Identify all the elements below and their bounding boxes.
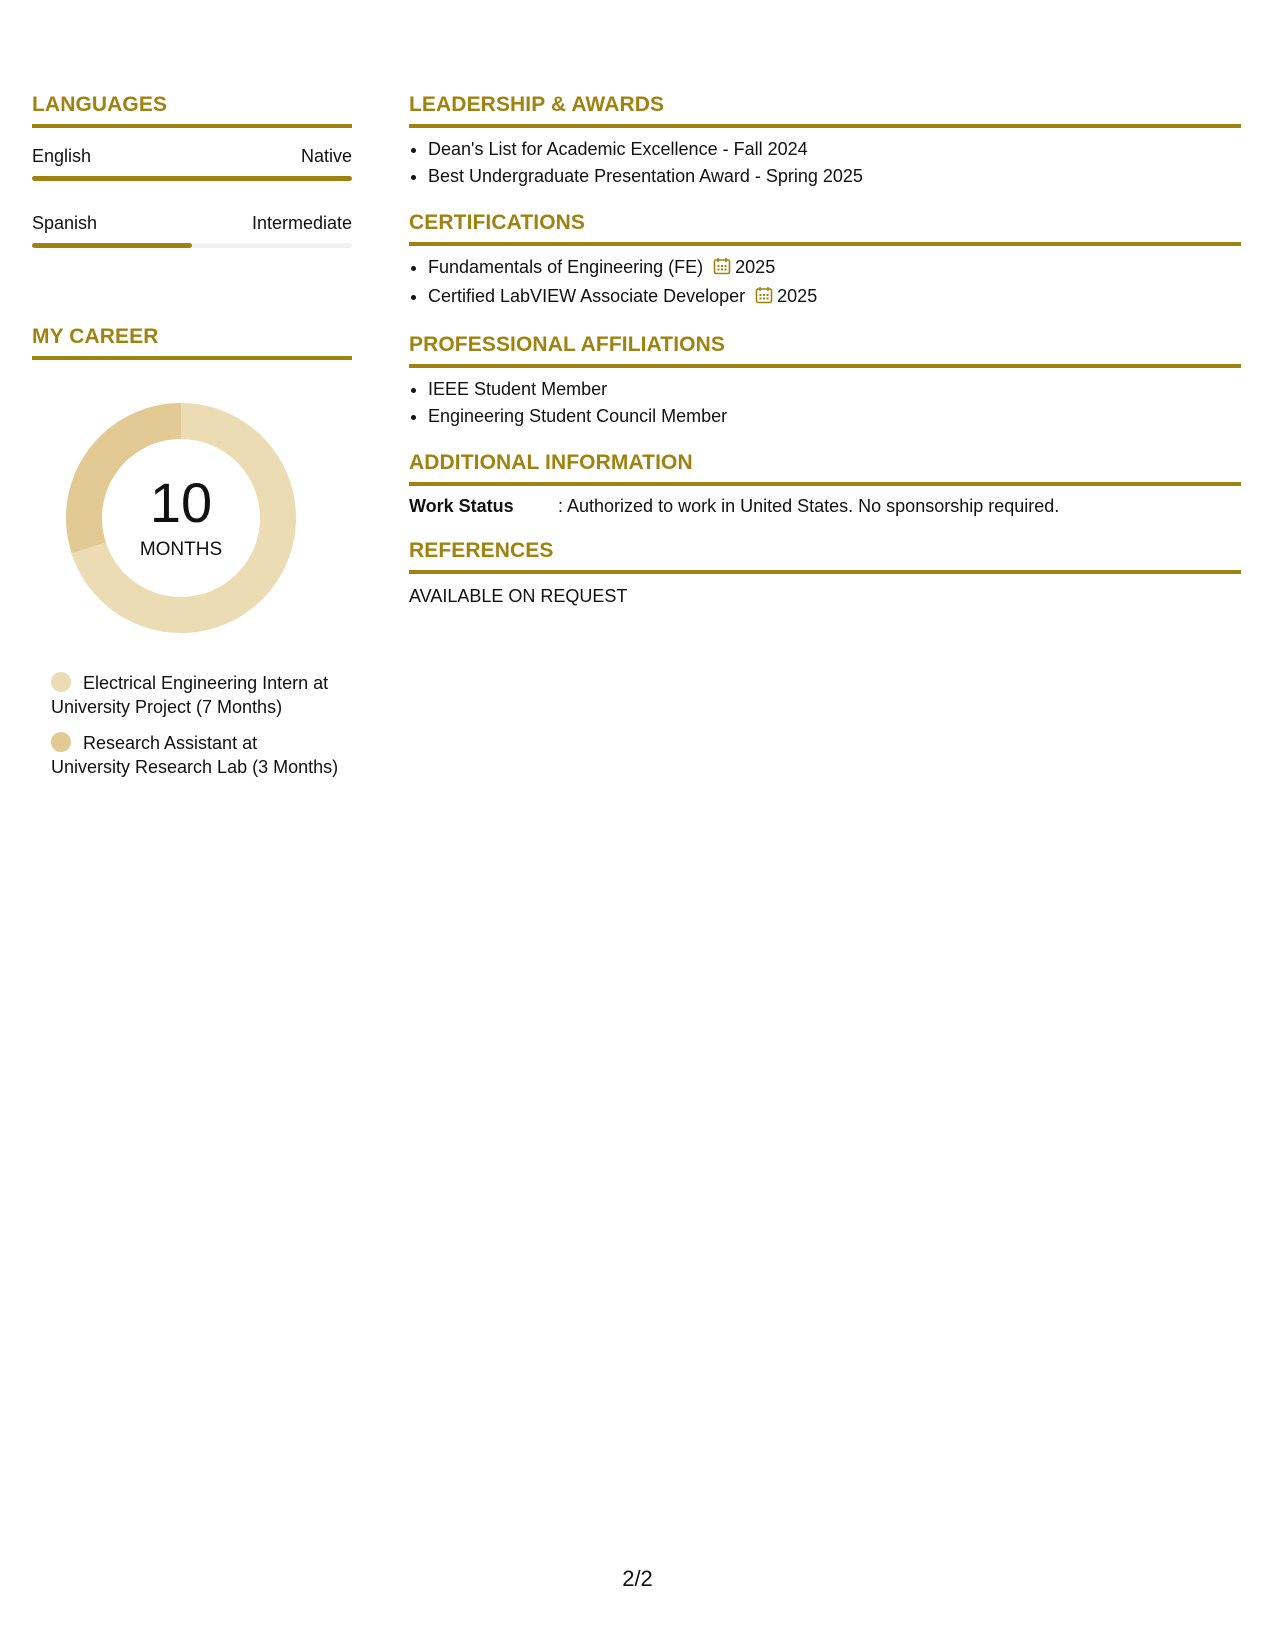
career-heading: MY CAREER — [32, 324, 352, 360]
certifications-list — [409, 254, 1241, 312]
certification-name: Certified LabVIEW Associate Developer — [428, 286, 746, 306]
list-item — [428, 254, 1241, 283]
list-item: • Best Undergraduate Presentation Award - Spring 2025 — [428, 163, 1241, 190]
language-level: Native — [300, 146, 352, 166]
certifications-heading: CERTIFICATIONS — [409, 210, 1241, 246]
career-total-months: 10 — [149, 471, 213, 534]
list-item: • IEEE Student Member — [428, 376, 1241, 403]
list-item: • Engineering Student Council Member — [428, 403, 1241, 430]
language-bar-track — [32, 243, 352, 248]
work-status-row — [409, 494, 1241, 518]
list-item — [428, 283, 1241, 312]
leadership-heading: LEADERSHIP & AWARDS — [409, 92, 1241, 128]
page-number: 2/2 — [622, 1566, 653, 1591]
references-section — [409, 538, 1241, 608]
certifications-section — [409, 210, 1241, 312]
certification-year: 2025 — [735, 257, 776, 277]
work-status-value: : Authorized to work in United States. No sponsorship required. — [558, 496, 1060, 516]
affiliations-heading: PROFESSIONAL AFFILIATIONS — [409, 332, 1241, 368]
legend-item-intern — [51, 671, 341, 719]
language-name: Spanish — [32, 213, 98, 233]
career-section — [32, 324, 352, 779]
legend-label: Research Assistant at University Research Lab (3 Months) — [51, 733, 339, 777]
leadership-section — [409, 92, 1241, 190]
left-column — [32, 92, 352, 791]
additional-info-heading: ADDITIONAL INFORMATION — [409, 450, 1241, 486]
language-bar-track — [32, 176, 352, 181]
additional-info-section — [409, 450, 1241, 518]
work-status-label: Work Status — [409, 496, 514, 516]
career-legend — [51, 671, 341, 779]
language-english — [32, 144, 352, 181]
affiliations-list — [409, 376, 1241, 430]
career-total-unit: MONTHS — [139, 539, 223, 560]
languages-section — [32, 92, 352, 248]
career-donut-chart — [66, 403, 296, 633]
language-bar-fill — [32, 176, 352, 181]
legend-label: Electrical Engineering Intern at University Project (7 Months) — [51, 673, 329, 717]
affiliations-section — [409, 332, 1241, 430]
language-level: Intermediate — [251, 213, 352, 233]
right-column — [409, 92, 1241, 628]
calendar-icon — [755, 285, 773, 312]
references-text: AVAILABLE ON REQUEST — [409, 586, 628, 606]
calendar-icon — [713, 256, 731, 283]
legend-dot — [51, 732, 71, 752]
certification-name: Fundamentals of Engineering (FE) — [428, 257, 704, 277]
certification-year: 2025 — [777, 286, 818, 306]
language-name: English — [32, 146, 92, 166]
legend-item-research — [51, 731, 341, 779]
language-bar-fill — [32, 243, 192, 248]
list-item: • Dean's List for Academic Excellence - Fall 2024 — [428, 136, 1241, 163]
languages-heading: LANGUAGES — [32, 92, 352, 128]
leadership-list — [409, 136, 1241, 190]
legend-dot — [51, 672, 71, 692]
references-heading: REFERENCES — [409, 538, 1241, 574]
language-spanish — [32, 211, 352, 248]
